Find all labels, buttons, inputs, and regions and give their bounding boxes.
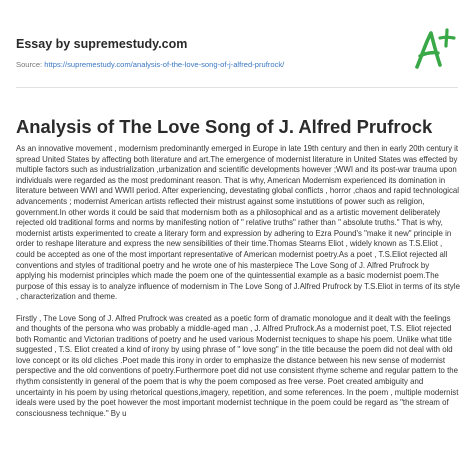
source-link[interactable]: https://supremestudy.com/analysis-of-the-love-song-of-j-alfred-prufrock/ <box>44 60 285 69</box>
paragraph-style-analysis: Firstly , The Love Song of J. Alfred Prufrock was created as a poetic form of dramatic monologue and it dealt with the feelings and thoughts of the persona who was probably a middle-aged man , J. Alfred Prufrock.As a modernist poet, T.S. Eliot rejected both Romantic and Victorian traditions of poetry and he used various Modernist tecniques to shape his poem. Unlike what title suggested , T.S. Eliot created a kind of irony by using phrase of " love song" in the title because the poem did not deal with old love concept or its old cliches .Poet made this irony in order to emphasize the distance between his new sense of modernist perspective and the old conventions of poetry.Furthermore poet did not use consistent rhyme scheme and regular pattern to the rhythm consistently in general of the poem that is why the poem composed as free verse. Poet created ambiguity and uncertainty in his poem by using rhetorical questions,imagery, repetition, and some references. In the poem , multiple modernist ideals were used by the poet however the most important modernist technique in the poem could be regard as "the stream of consciousness technique." By u <box>16 313 459 418</box>
a-plus-logo-icon[interactable] <box>411 26 457 72</box>
site-brand[interactable]: Essay by supremestudy.com <box>16 37 188 51</box>
header-divider <box>16 87 458 88</box>
source-label: Source: <box>16 60 45 69</box>
page-header <box>0 0 474 84</box>
article-title: Analysis of The Love Song of J. Alfred Prufrock <box>16 116 433 137</box>
article-body <box>16 144 460 430</box>
paragraph-introduction: As an innovative movement , modernism predominantly emerged in Europe in late 19th century and then in early 20th century it spread United States by affecting both literature and art.The emergence of modernist literature in United States was effected by multiple factors such as industrialization ,urbanization and scientific developments however ;WWI and its post-war trauma upon individuals were regarded as the most predominant reason. That is why, American Modernism experienced its domination in literature between WWI and WWII period. After experiencing, devestating global conflicts , horror ,chaos and rapid technological advancements ; modernist American artists reflected their mistrust against some instutitions of power such as religion, government.In other words it could be said that modernism both as a philosophical and as a artistic movement deliberately rejected old traditional forms and norms by manifesting notion of " relative truths" rather than " absolute truths." That is why, modernist artists experimented to create a literary form and expression by adhering to Ezra Pound's "make it new" principle in order to reshape literature and express the new sensibilities of their time.Thomas Stearns Eliot , widely known as T.S.Eliot , could be accepted as one of the most important representative of American modernist poetry.As a poet , T.S.Eliot rejected all conventions and styles of traditional poetry and he wrote one of his masterpiece The Love Song of J. Alfred Prufrock by applying his modernist principles which made the poem one of the quintessential example as a basic modernist poem.The purpose of this essay is to analyze influence of modernism in The Love Song of J.Alfred Prufrock by T.S.Eliot in terms of its style , characterization and theme. <box>16 144 460 302</box>
source-line <box>16 60 284 69</box>
